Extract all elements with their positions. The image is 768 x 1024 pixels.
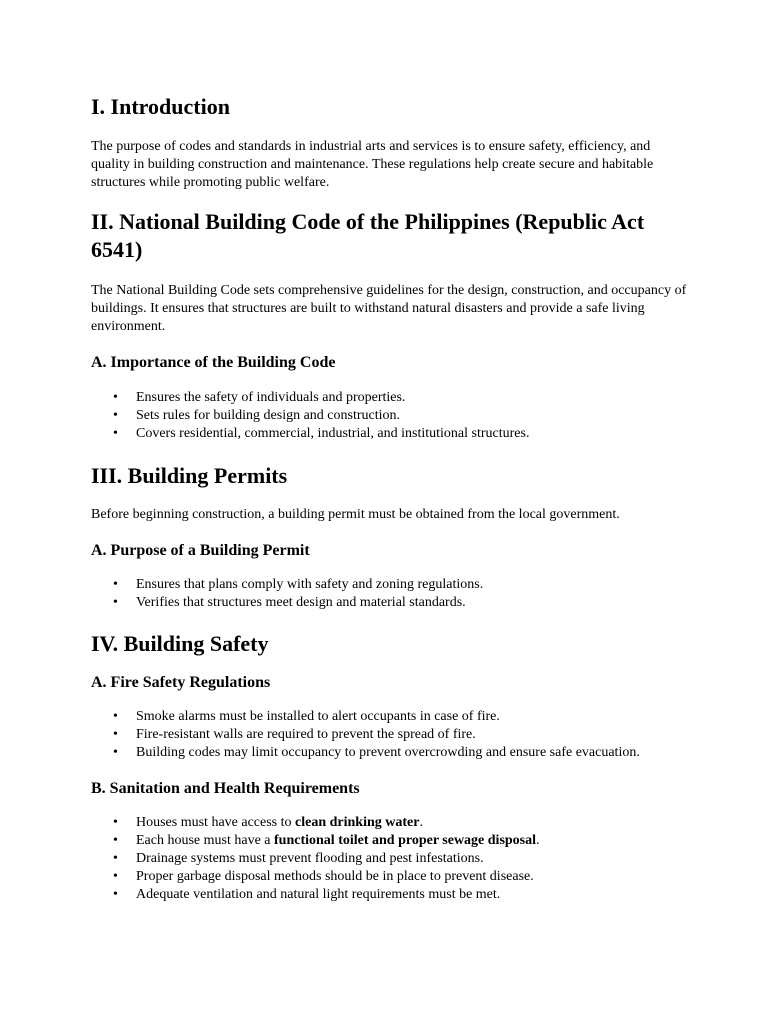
- bullet-icon: •: [113, 727, 118, 742]
- subheading-sanitation-and-health: B. Sanitation and Health Requirements: [91, 780, 360, 797]
- importance-list: [91, 389, 691, 443]
- bullet-icon: •: [113, 595, 118, 610]
- section-heading-introduction: I. Introduction: [91, 94, 230, 119]
- list-item-text: Drainage systems must prevent flooding and pest infestations.: [136, 851, 484, 866]
- list-item-text: Building codes may limit occupancy to prevent overcrowding and ensure safe evacuation.: [136, 745, 640, 760]
- introduction-paragraph: The purpose of codes and standards in industrial arts and services is to ensure safety, efficiency, and quality in building construction and maintenance. These regulations help create secure and habitable structures while promoting public welfare.: [91, 139, 654, 190]
- bullet-icon: •: [113, 745, 118, 760]
- list-item: [113, 744, 691, 762]
- section-heading-building-permits: III. Building Permits: [91, 463, 288, 488]
- list-item-text: Smoke alarms must be installed to alert occupants in case of fire.: [136, 709, 500, 724]
- subheading-importance-of-building-code: A. Importance of the Building Code: [91, 354, 336, 371]
- list-item-text: Covers residential, commercial, industrial, and institutional structures.: [136, 426, 530, 441]
- list-item-text: Houses must have access to: [136, 815, 296, 830]
- bullet-icon: •: [113, 390, 118, 405]
- list-item: [113, 708, 691, 726]
- list-item-text: Ensures the safety of individuals and properties.: [136, 390, 406, 405]
- list-item: [113, 832, 691, 850]
- bullet-icon: •: [113, 408, 118, 423]
- list-item-text: Sets rules for building design and construction.: [136, 408, 401, 423]
- bullet-icon: •: [113, 887, 118, 902]
- list-item: [113, 814, 691, 832]
- bullet-icon: •: [113, 869, 118, 884]
- bullet-icon: •: [113, 851, 118, 866]
- subheading-purpose-of-building-permit: A. Purpose of a Building Permit: [91, 542, 310, 559]
- bullet-icon: •: [113, 426, 118, 441]
- list-item: [113, 594, 691, 612]
- subheading-fire-safety-regulations: A. Fire Safety Regulations: [91, 674, 271, 691]
- list-item-text: Adequate ventilation and natural light requirements must be met.: [136, 887, 501, 902]
- list-item: [113, 868, 691, 886]
- list-item: [113, 389, 691, 407]
- bullet-icon: •: [113, 709, 118, 724]
- list-item-text: Ensures that plans comply with safety and zoning regulations.: [136, 577, 484, 592]
- section-heading-national-building-code: II. National Building Code of the Philippines (Republic Act 6541): [91, 209, 645, 262]
- bullet-icon: •: [113, 577, 118, 592]
- list-item-text: Verifies that structures meet design and material standards.: [136, 595, 466, 610]
- building-permits-paragraph: Before beginning construction, a building permit must be obtained from the local government.: [91, 507, 620, 522]
- permit-purpose-list: [91, 576, 691, 612]
- list-item: [113, 726, 691, 744]
- national-building-code-paragraph: The National Building Code sets comprehensive guidelines for the design, construction, and occupancy of buildings. It ensures that structures are built to withstand natural disasters and provide a safe living environment.: [91, 283, 687, 334]
- list-item-emphasis: clean drinking water: [295, 815, 420, 830]
- fire-safety-list: [91, 708, 691, 762]
- list-item: [113, 886, 691, 904]
- list-item: [113, 407, 691, 425]
- list-item-emphasis: functional toilet and proper sewage disposal: [274, 833, 537, 848]
- list-item: [113, 576, 691, 594]
- list-item-text: Fire-resistant walls are required to prevent the spread of fire.: [136, 727, 476, 742]
- list-item: [113, 425, 691, 443]
- bullet-icon: •: [113, 815, 118, 830]
- list-item: [113, 850, 691, 868]
- section-heading-building-safety: IV. Building Safety: [91, 631, 269, 656]
- document-page: [91, 93, 691, 919]
- list-item-text: Proper garbage disposal methods should be in place to prevent disease.: [136, 869, 534, 884]
- list-item-text: Each house must have a: [136, 833, 275, 848]
- list-item-text-end: .: [419, 815, 423, 830]
- bullet-icon: •: [113, 833, 118, 848]
- sanitation-list: [91, 814, 691, 904]
- list-item-text-end: .: [536, 833, 540, 848]
